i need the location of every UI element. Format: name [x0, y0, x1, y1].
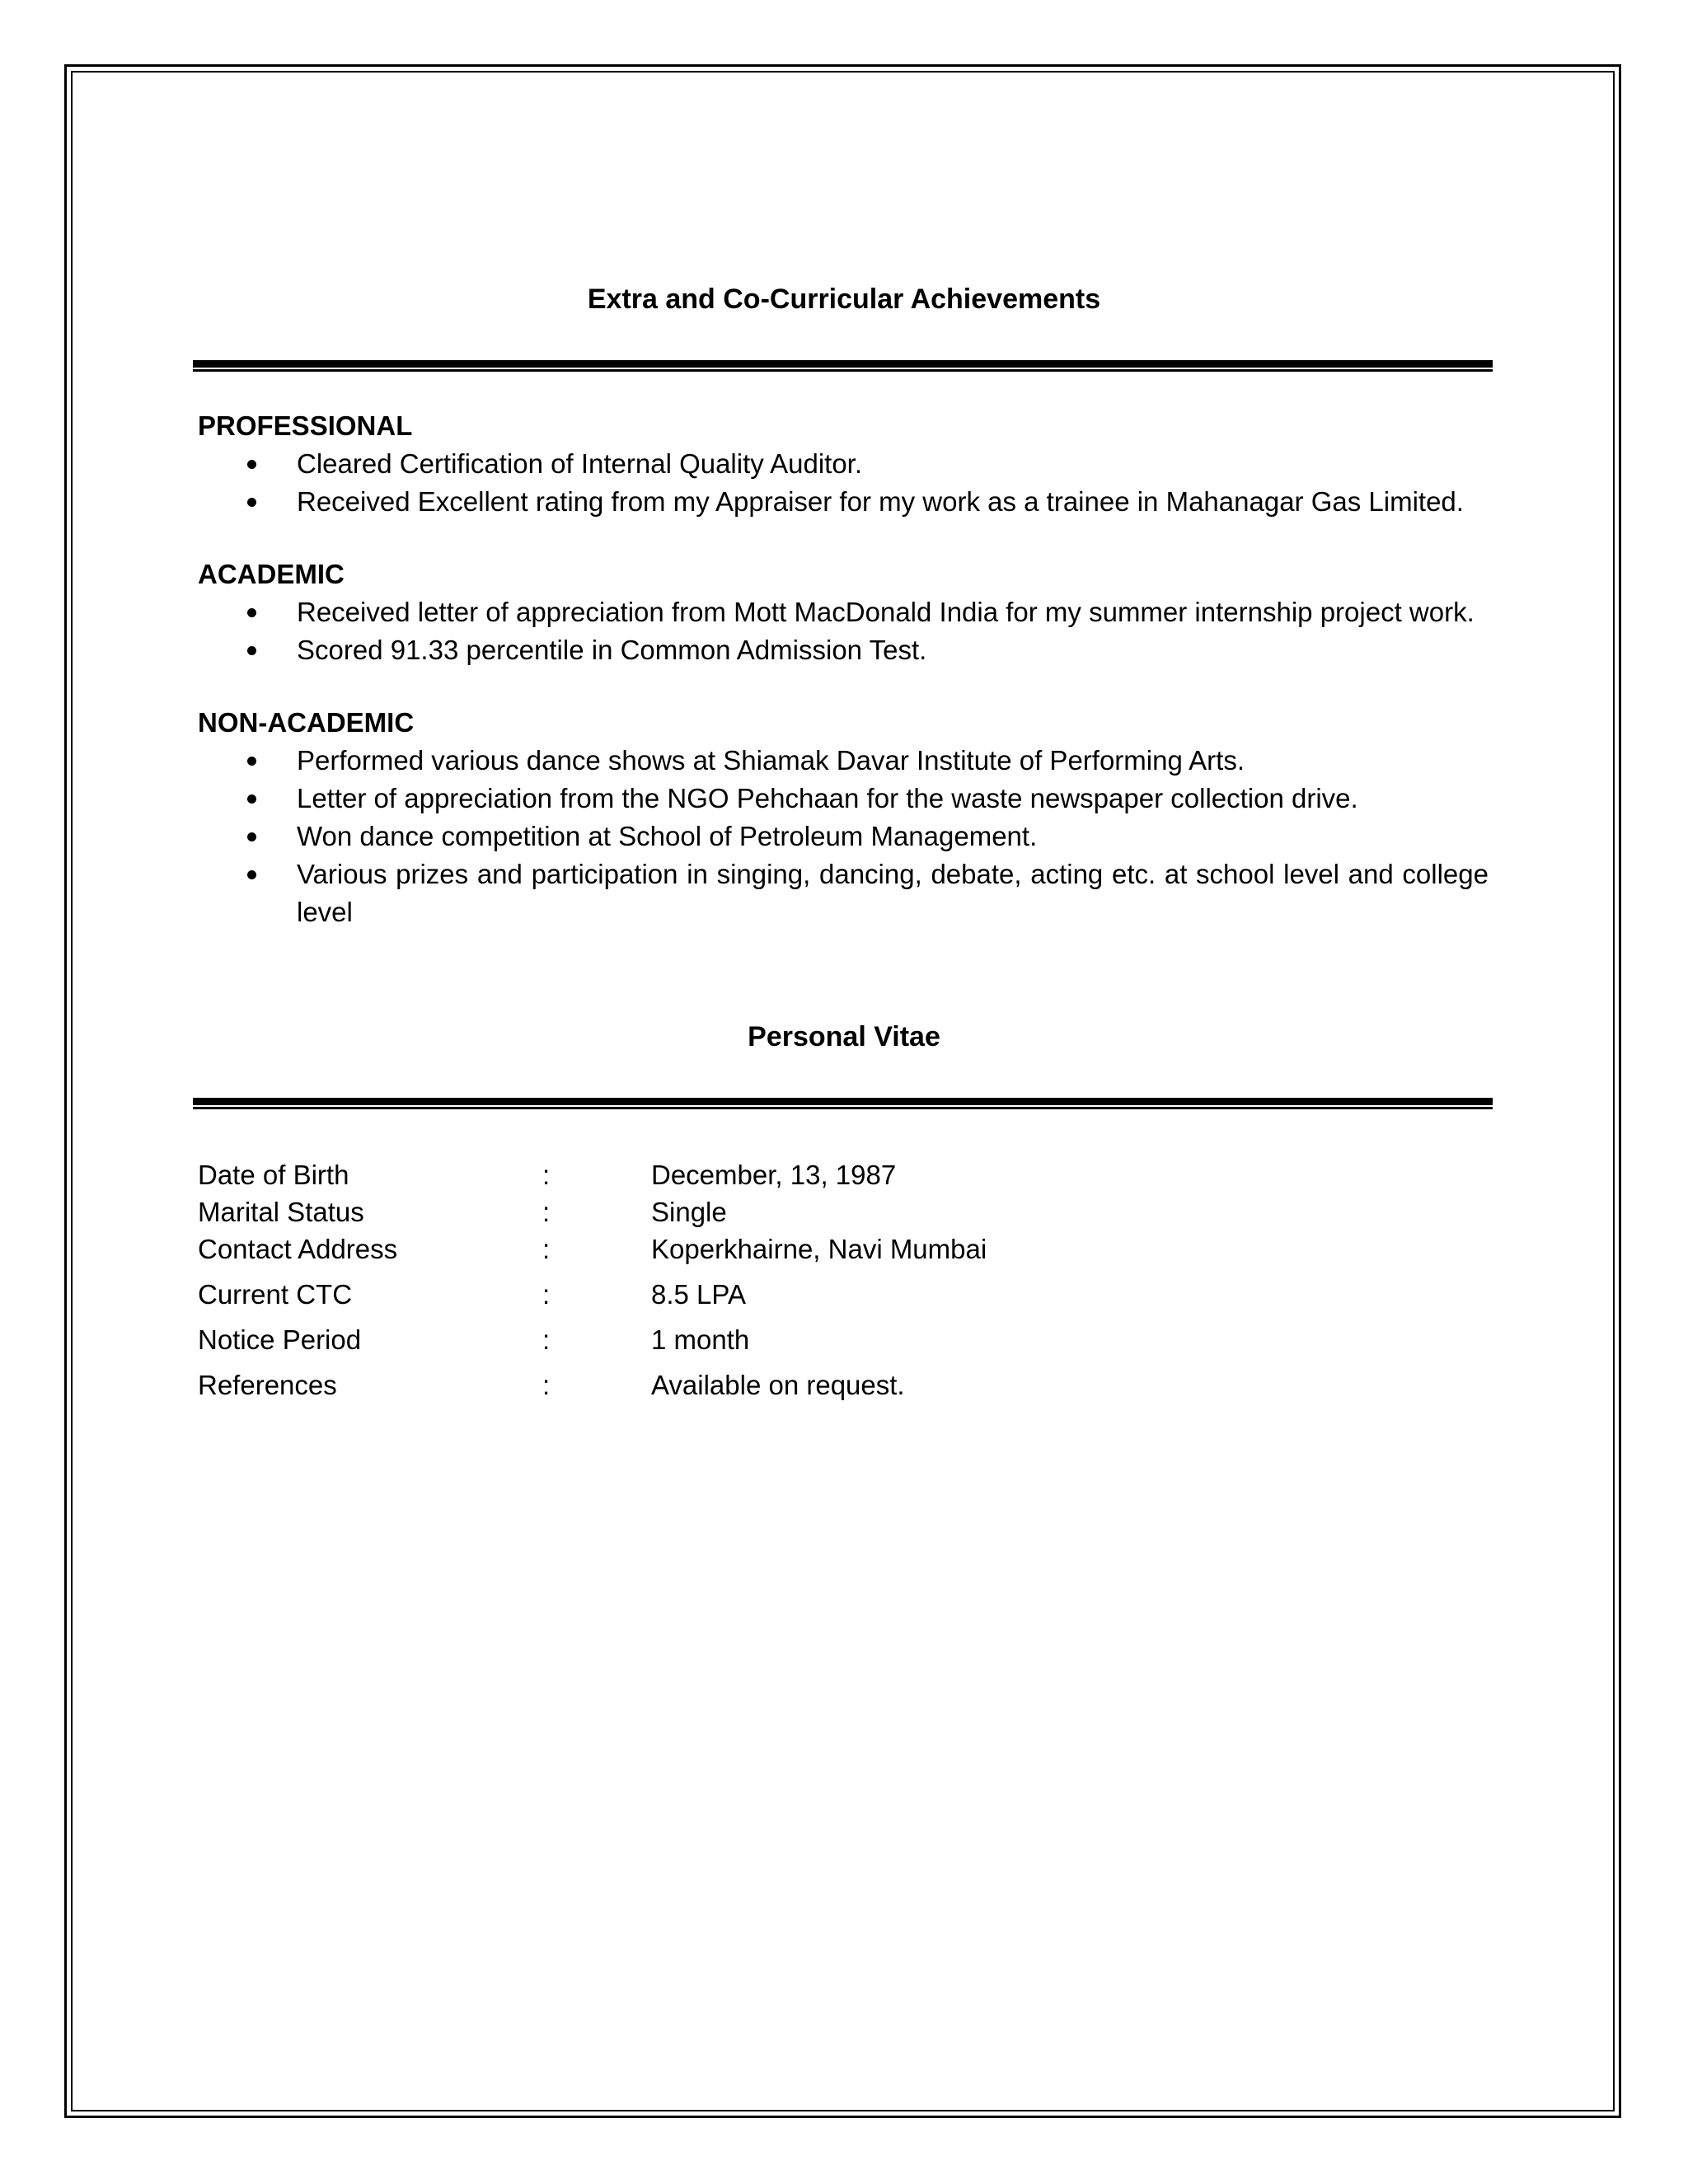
vitae-value: 1 month: [651, 1324, 750, 1355]
vitae-value: Available on request.: [651, 1370, 905, 1400]
vitae-label: Date of Birth: [198, 1160, 349, 1190]
bullet-icon: [247, 498, 256, 507]
vitae-value: Koperkhairne, Navi Mumbai: [651, 1234, 987, 1264]
non-academic-list: [198, 742, 1489, 931]
achievements-divider: [193, 360, 1493, 372]
vitae-row-contact-address: [198, 1230, 1352, 1268]
list-item: Won dance competition at School of Petroleum Management.: [198, 818, 1489, 855]
bullet-icon: [247, 794, 256, 804]
list-item: Various prizes and participation in singing, dancing, debate, acting etc. at school level and college level: [198, 855, 1489, 931]
vitae-label: Contact Address: [198, 1234, 398, 1264]
list-item: Scored 91.33 percentile in Common Admission Test.: [198, 631, 1489, 669]
vitae-colon: :: [542, 1370, 551, 1400]
vitae-colon: :: [542, 1160, 551, 1190]
vitae-heading: Personal Vitae: [748, 1021, 940, 1052]
vitae-value: Single: [651, 1197, 727, 1227]
page-border-inner: [71, 71, 1615, 2111]
vitae-label: References: [198, 1370, 337, 1400]
professional-heading: PROFESSIONAL: [198, 410, 413, 441]
vitae-colon: :: [542, 1279, 551, 1310]
achievements-content: [198, 407, 1489, 931]
non-academic-heading: NON-ACADEMIC: [198, 707, 415, 738]
bullet-icon: [247, 870, 256, 879]
vitae-value: 8.5 LPA: [651, 1279, 746, 1310]
academic-heading: ACADEMIC: [198, 559, 345, 589]
vitae-row-references: [198, 1366, 1352, 1404]
bullet-icon: [247, 460, 256, 469]
vitae-divider: [193, 1098, 1493, 1109]
vitae-row-date-of-birth: [198, 1156, 1352, 1194]
vitae-label: Marital Status: [198, 1197, 364, 1227]
professional-list: [198, 445, 1489, 521]
list-item: Performed various dance shows at Shiamak Davar Institute of Performing Arts.: [198, 742, 1489, 780]
achievements-heading: Extra and Co-Curricular Achievements: [587, 284, 1101, 315]
vitae-label: Notice Period: [198, 1324, 362, 1355]
bullet-icon: [247, 646, 256, 655]
vitae-label: Current CTC: [198, 1279, 353, 1310]
bullet-icon: [247, 757, 256, 766]
vitae-value: December, 13, 1987: [651, 1160, 897, 1190]
list-item: Received letter of appreciation from Mott MacDonald India for my summer internship project work.: [198, 593, 1489, 631]
vitae-colon: :: [542, 1197, 551, 1227]
list-item: Cleared Certification of Internal Quality Auditor.: [198, 445, 1489, 483]
academic-list: [198, 593, 1489, 669]
list-item: Letter of appreciation from the NGO Pehchaan for the waste newspaper collection drive.: [198, 780, 1489, 818]
vitae-row-marital-status: [198, 1193, 1352, 1231]
list-item: Received Excellent rating from my Appraiser for my work as a trainee in Mahanagar Gas Limited.: [198, 483, 1489, 521]
vitae-row-current-ctc: [198, 1276, 1352, 1314]
vitae-row-notice-period: [198, 1321, 1352, 1359]
vitae-colon: :: [542, 1234, 551, 1264]
vitae-colon: :: [542, 1324, 551, 1355]
bullet-icon: [247, 832, 256, 841]
bullet-icon: [247, 608, 256, 617]
